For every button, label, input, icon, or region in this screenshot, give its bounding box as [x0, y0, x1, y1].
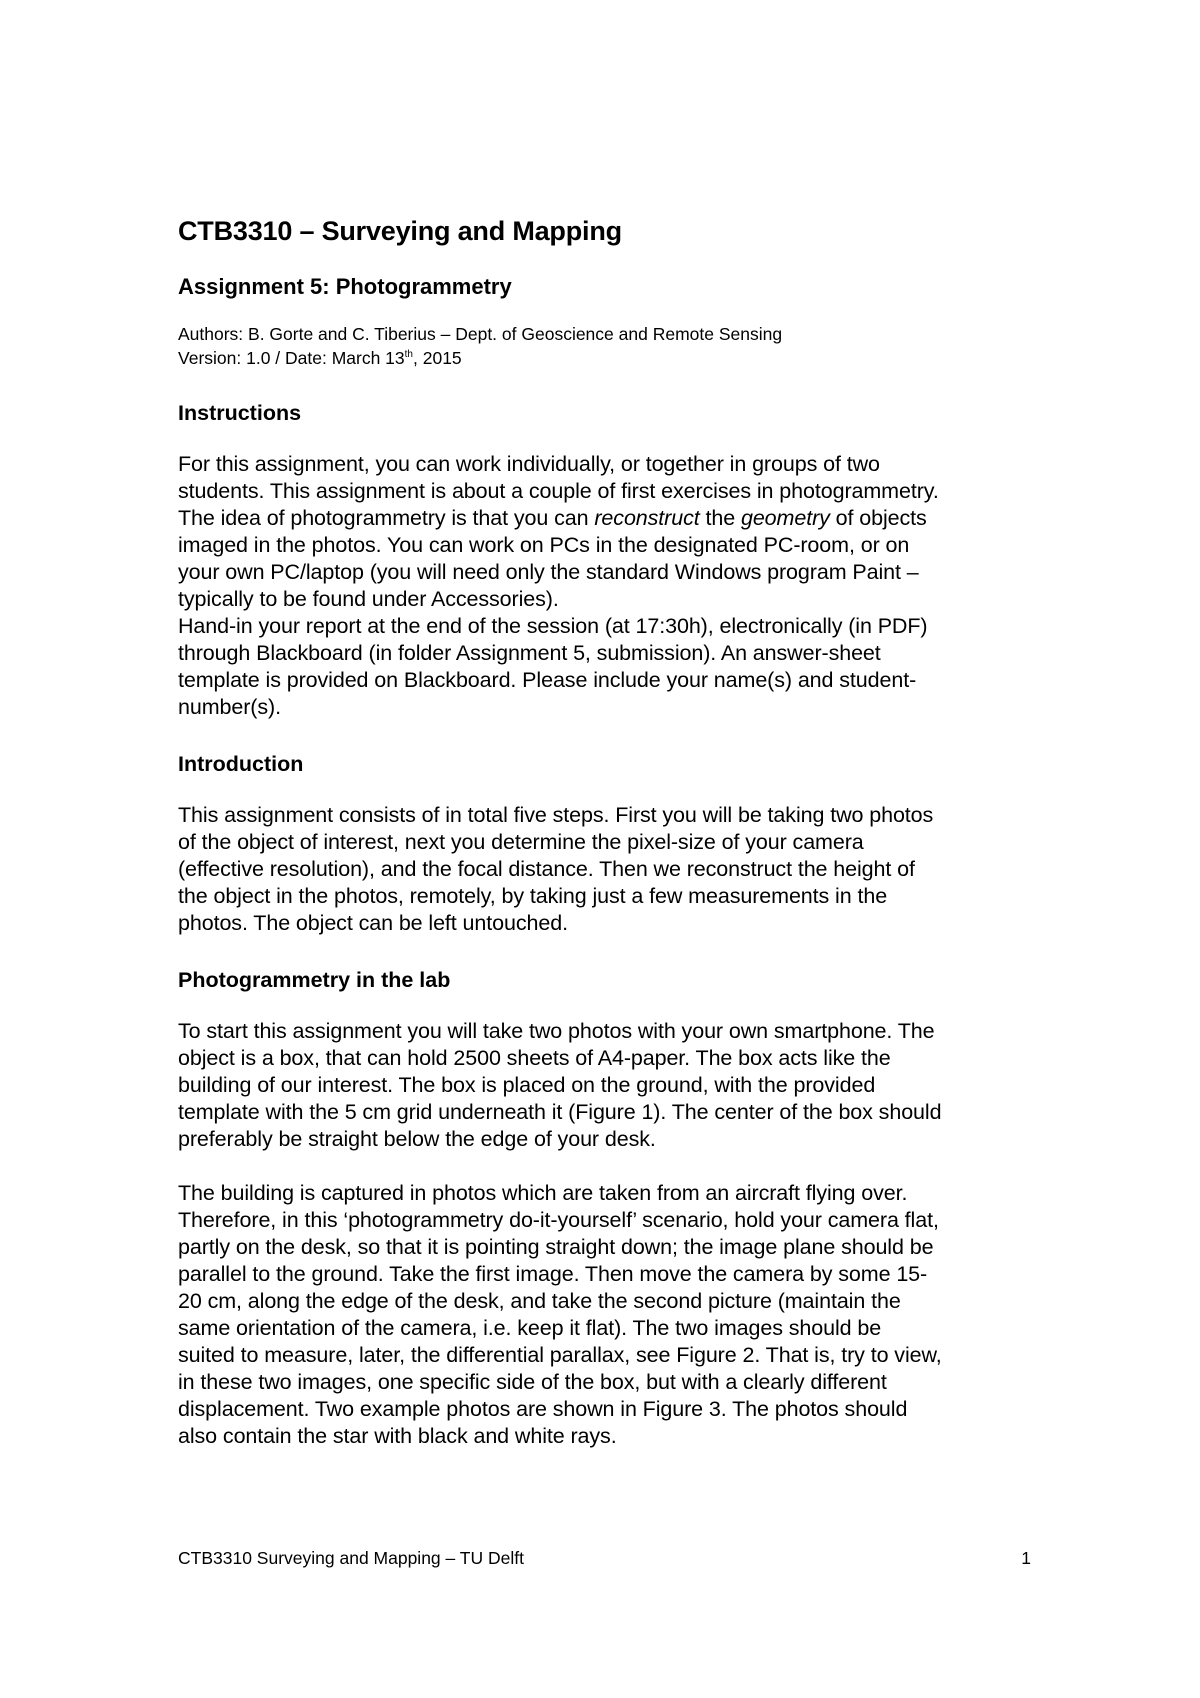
text-line: preferably be straight below the edge of your desk.: [178, 1127, 656, 1151]
text-line: your own PC/laptop (you will need only the standard Windows program Paint –: [178, 560, 919, 584]
footer-text: CTB3310 Surveying and Mapping – TU Delft: [178, 1548, 524, 1568]
document-subtitle: Assignment 5: Photogrammetry: [178, 274, 512, 299]
text-line: Therefore, in this ‘photogrammetry do-it-yourself’ scenario, hold your camera flat,: [178, 1208, 939, 1232]
text-segment: the: [699, 506, 741, 530]
text-line: template is provided on Blackboard. Please include your name(s) and student-: [178, 668, 917, 692]
page-content: [178, 212, 1058, 1450]
text-line: For this assignment, you can work individually, or together in groups of two: [178, 452, 880, 476]
introduction-paragraph-1: [178, 802, 1058, 937]
text-line: typically to be found under Accessories).: [178, 587, 559, 611]
lab-heading: Photogrammetry in the lab: [178, 968, 451, 992]
text-line: parallel to the ground. Take the first image. Then move the camera by some 15-: [178, 1262, 928, 1286]
text-line: object is a box, that can hold 2500 sheets of A4-paper. The box acts like the: [178, 1046, 891, 1070]
version-superscript: th: [404, 349, 413, 361]
text-line: This assignment consists of in total five steps. First you will be taking two photos: [178, 803, 934, 827]
page-number: 1: [1021, 1548, 1031, 1568]
document-meta: [178, 322, 1058, 370]
text-line: the object in the photos, remotely, by taking just a few measurements in the: [178, 884, 888, 908]
text-line: suited to measure, later, the differential parallax, see Figure 2. That is, try to view,: [178, 1343, 942, 1367]
text-line: partly on the desk, so that it is pointing straight down; the image plane should be: [178, 1235, 934, 1259]
text-line: Hand-in your report at the end of the session (at 17:30h), electronically (in PDF): [178, 614, 928, 638]
text-line: number(s).: [178, 695, 281, 719]
text-line: same orientation of the camera, i.e. keep it flat). The two images should be: [178, 1316, 882, 1340]
lab-paragraph-2: [178, 1180, 1058, 1450]
text-line: 20 cm, along the edge of the desk, and take the second picture (maintain the: [178, 1289, 901, 1313]
text-line: template with the 5 cm grid underneath it (Figure 1). The center of the box should: [178, 1100, 942, 1124]
introduction-heading: Introduction: [178, 752, 304, 776]
instructions-paragraph-1: [178, 451, 1058, 613]
text-line: building of our interest. The box is placed on the ground, with the provided: [178, 1073, 876, 1097]
instructions-paragraph-2: [178, 613, 1058, 721]
text-segment: of objects: [829, 506, 927, 530]
text-line: through Blackboard (in folder Assignment 5, submission). An answer-sheet: [178, 641, 881, 665]
text-line: imaged in the photos. You can work on PCs in the designated PC-room, or on: [178, 533, 910, 557]
lab-paragraph-1: [178, 1018, 1058, 1153]
text-line: [178, 505, 1058, 532]
text-segment: The idea of photogrammetry is that you can: [178, 506, 595, 530]
text-line: students. This assignment is about a couple of first exercises in photogrammetry.: [178, 479, 939, 503]
version-line: [178, 346, 1058, 370]
text-line: photos. The object can be left untouched.: [178, 911, 568, 935]
text-line: in these two images, one specific side of the box, but with a clearly different: [178, 1370, 887, 1394]
text-line: of the object of interest, next you determine the pixel-size of your camera: [178, 830, 864, 854]
text-line: (effective resolution), and the focal distance. Then we reconstruct the height of: [178, 857, 915, 881]
instructions-heading: Instructions: [178, 401, 302, 425]
emphasis-geometry: geometry: [740, 506, 830, 530]
text-line: also contain the star with black and white rays.: [178, 1424, 617, 1448]
emphasis-reconstruct: reconstruct: [594, 506, 700, 530]
document-title: CTB3310 – Surveying and Mapping: [178, 216, 622, 246]
version-suffix: , 2015: [413, 348, 462, 368]
version-prefix: Version: 1.0 / Date: March 13: [178, 348, 405, 368]
authors-line: Authors: B. Gorte and C. Tiberius – Dept. of Geoscience and Remote Sensing: [178, 324, 783, 344]
text-line: To start this assignment you will take two photos with your own smartphone. The: [178, 1019, 935, 1043]
text-line: The building is captured in photos which are taken from an aircraft flying over.: [178, 1181, 908, 1205]
text-line: displacement. Two example photos are shown in Figure 3. The photos should: [178, 1397, 908, 1421]
